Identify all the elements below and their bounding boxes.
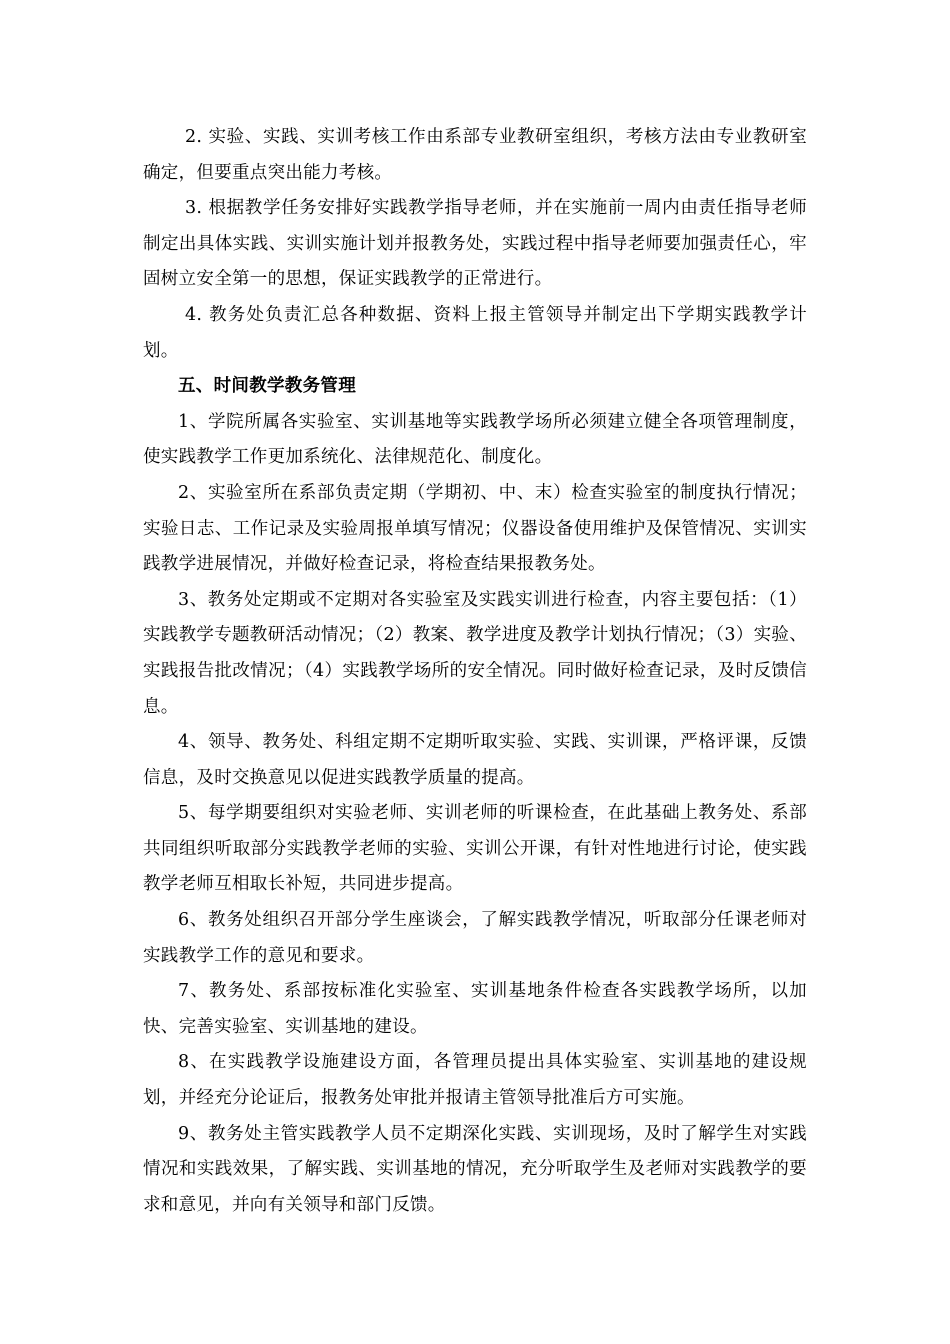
paragraph-2: 2、实验室所在系部负责定期（学期初、中、末）检查实验室的制度执行情况；实验日志、工作记录及实验周报单填写情况；仪器设备使用维护及保管情况、实训实践教学进展情况，并做好检查记录，将检查结果报教务处。 (143, 482, 807, 575)
paragraph-4: 4、领导、教务处、科组定期不定期听取实验、实践、实训课，严格评课，反馈信息，及时交换意见以促进实践教学质量的提高。 (143, 732, 807, 788)
section-heading: 五、时间教学教务管理 (178, 376, 356, 397)
paragraph-item-2: 2. 实验、实践、实训考核工作由系部专业教研室组织，考核方法由专业教研室确定，但要重点突出能力考核。 (143, 127, 807, 183)
paragraph-item-4: 4. 教务处负责汇总各种数据、资料上报主管领导并制定出下学期实践教学计划。 (143, 304, 807, 361)
paragraph-item-3: 3. 根据教学任务安排好实践教学指导老师，并在实施前一周内由责任指导老师制定出具体实践、实训实施计划并报教务处，实践过程中指导老师要加强责任心，牢固树立安全第一的思想，保证实践教学的正常进行。 (143, 198, 807, 290)
paragraph-6: 6、教务处组织召开部分学生座谈会，了解实践教学情况，听取部分任课老师对实践教学工作的意见和要求。 (143, 910, 807, 966)
paragraph-8: 8、在实践教学设施建设方面，各管理员提出具体实验室、实训基地的建设规划，并经充分论证后，报教务处审批并报请主管领导批准后方可实施。 (143, 1052, 807, 1109)
paragraph-3: 3、教务处定期或不定期对各实验室及实践实训进行检查，内容主要包括：（1）实践教学专题教研活动情况；（2）教案、教学进度及教学计划执行情况；（3）实验、实践报告批改情况；（4）实践教学场所的安全情况。同时做好检查记录，及时反馈信息。 (143, 589, 807, 717)
paragraph-9: 9、教务处主管实践教学人员不定期深化实践、实训现场，及时了解学生对实践情况和实践效果，了解实践、实训基地的情况，充分听取学生及老师对实践教学的要求和意见，并向有关领导和部门反馈。 (143, 1123, 807, 1215)
paragraph-1: 1、学院所属各实验室、实训基地等实践教学场所必须建立健全各项管理制度，使实践教学工作更加系统化、法律规范化、制度化。 (143, 411, 807, 468)
paragraph-7: 7、教务处、系部按标准化实验室、实训基地条件检查各实践教学场所，以加快、完善实验室、实训基地的建设。 (143, 981, 807, 1037)
document-body (143, 120, 807, 1223)
paragraph-5: 5、每学期要组织对实验老师、实训老师的听课检查，在此基础上教务处、系部共同组织听取部分实践教学老师的实验、实训公开课，有针对性地进行讨论，使实践教学老师互相取长补短，共同进步提高。 (143, 803, 807, 895)
